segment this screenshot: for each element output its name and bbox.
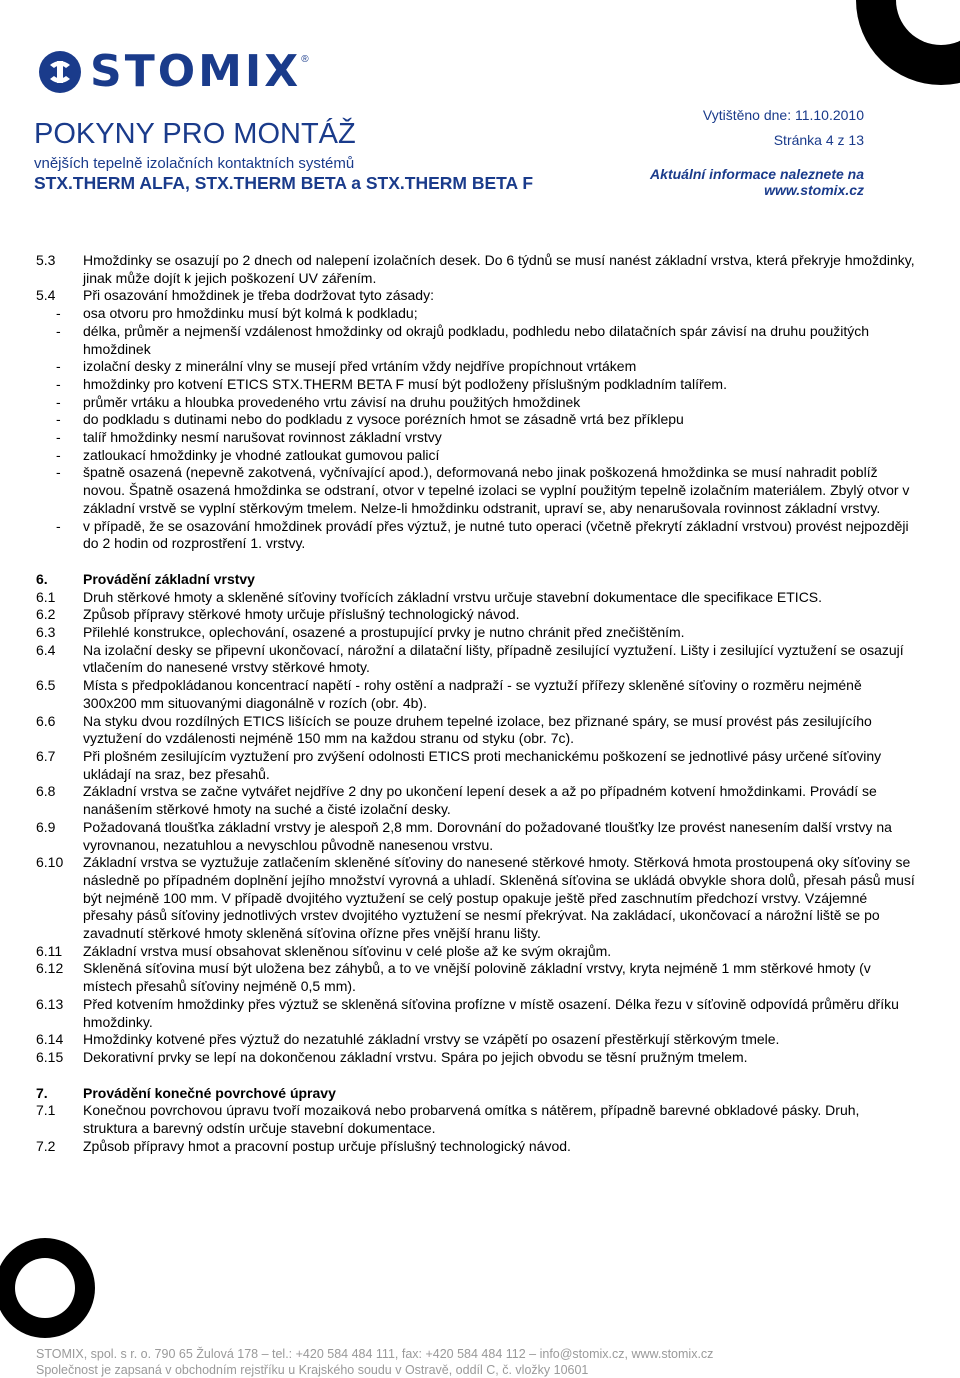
page-footer xyxy=(36,1346,713,1378)
paragraph-number: 5.4 xyxy=(36,287,56,304)
decorative-circle-bottom xyxy=(0,1228,107,1348)
document-body xyxy=(36,252,916,1155)
page-subtitle: vnějších tepelně izolačních kontaktních systémů xyxy=(34,155,355,172)
section-7-items xyxy=(36,1102,916,1155)
list-item: 6.4 Na izolační desky se připevní ukončovací, nárožní a dilatační lišty, případně zesilující vyztužení. Lišty i zesilující vyztužení se osazují vtlačením do nanesené vrstvy stěrkové hmoty. xyxy=(36,641,904,676)
list-item: 6.3 Přilehlé konstrukce, oplechování, osazené a prostupující prvky je nutno chránit před znečištěním. xyxy=(36,624,685,641)
print-date: Vytištěno dne: 11.10.2010 xyxy=(702,107,864,123)
list-item: 6.1 Druh stěrkové hmoty a skleněné síťoviny tvořících základní vrstvu určuje stavební dokumentace dle specifikace ETICS. xyxy=(36,588,823,605)
list-item: - do podkladu s dutinami nebo do podkladu z vysoce porézních hmot se zásadně vrtá bez příklepu xyxy=(56,411,684,428)
list-item: - délka, průměr a nejmenší vzdálenost hmoždinky od okrajů podkladu, podhledu nebo dilatačních spár závisí na druhu použitých hmoždinek xyxy=(56,322,870,357)
section-6-heading xyxy=(36,571,916,589)
list-item: - špatně osazená (nepevně zakotvená, vyčnívající apod.), deformovaná nebo jinak poškozená hmoždinka se musí nahradit poblíž novou. Špatně osazená hmoždinka se odstraní, otvor v tepelné izolaci se vyplní použitým tepelně izolačním materiálem. Zbylý otvor v základní vrstvě se vyplní stěrkovým tmelem. Nelze-li hmoždinku odstranit, upraví se, aby nenarušovala rovinnost základní vrstvy. xyxy=(56,464,910,516)
list-item: 6.2 Způsob přípravy stěrkové hmoty určuje příslušný technologický návod. xyxy=(36,606,520,623)
section-6-items xyxy=(36,589,916,1067)
list-item: 7.2 Způsob přípravy hmot a pracovní postup určuje příslušný technologický návod. xyxy=(36,1137,571,1154)
list-item: - osa otvoru pro hmoždinku musí být kolmá k podkladu; xyxy=(56,305,418,322)
info-note: Aktuální informace naleznete na xyxy=(650,166,864,182)
list-item: - v případě, že se osazování hmoždinek provádí přes výztuž, je nutné tuto operaci (včetně překrytí základní vrstvou) provést nejpozději do 2 hodin od rozprostření 1. vrstvy. xyxy=(56,517,909,552)
section-7-heading xyxy=(36,1085,916,1103)
list-item: - průměr vrtáku a hloubka provedeného vrtu závisí na druhu použitých hmoždinek xyxy=(56,393,581,410)
list-item: - izolační desky z minerální vlny se musejí před vrtáním vždy nejdříve propíchnout vrtákem xyxy=(56,358,637,375)
paragraph-text: Při osazování hmoždinek je třeba dodržovat tyto zásady: xyxy=(83,287,434,304)
paragraph-number: 5.3 xyxy=(36,252,56,268)
page-number: Stránka 4 z 13 xyxy=(773,132,864,148)
section-number: 7. xyxy=(36,1084,48,1101)
list-item: 6.6 Na styku dvou rozdílných ETICS lišících se pouze druhem tepelné izolace, bez přiznané spáry, se musí provést pás zesilujícího vyztužení do vzdálenosti nejméně 150 mm na každou stranu od styku (obr. 7c). xyxy=(36,712,872,747)
product-names: STX.THERM ALFA, STX.THERM BETA a STX.THERM BETA F xyxy=(34,173,534,193)
paragraph-text: Hmoždinky se osazují po 2 dnech od nalepení izolačních desek. Do 6 týdnů se musí nanést základní vrstva, která překryje hmoždinky, jinak může dojít k jejich poškození UV zářením. xyxy=(83,252,915,286)
section-title: Provádění konečné povrchové úpravy xyxy=(83,1084,336,1101)
list-item: - zatloukací hmoždinky je vhodné zatloukat gumovou palicí xyxy=(56,446,440,463)
paragraph-5-4 xyxy=(36,287,916,305)
list-item: 6.8 Základní vrstva se začne vytvářet nejdříve 2 dny po ukončení lepení desek a až po případném kotvení hmoždinkami. Provádí se nanášením stěrkové hmoty na suché a čisté izolační desky. xyxy=(36,783,877,818)
list-item: 6.5 Místa s předpokládanou koncentrací napětí - rohy ostění a nadpraží - se vyztuží přířezy skleněné síťoviny o rozměru nejméně 300x200 mm situovanými diagonálně v rozích (obr. 4b). xyxy=(36,677,862,711)
list-item: 6.11 Základní vrstva musí obsahovat skleněnou síťovinu v celé ploše až ke svým okrajům. xyxy=(36,942,612,959)
list-item: 6.7 Při plošném zesilujícím vyztužení pro zvýšení odolnosti ETICS proti mechanickému poškození se jednotlivé pásy určené síťoviny ukládají na sraz, bez přesahů. xyxy=(36,747,882,782)
section-title: Provádění základní vrstvy xyxy=(83,570,255,587)
list-item: - hmoždinky pro kotvení ETICS STX.THERM BETA F musí být podloženy příslušným podkladním talířem. xyxy=(56,375,727,392)
bullet-list xyxy=(36,305,916,553)
list-item: 7.1 Konečnou povrchovou úpravu tvoří mozaiková nebo probarvená omítka s nátěrem, případně barevné obkladové pásky. Druh, struktura a barevný odstín určuje stavební dokumentace. xyxy=(36,1102,860,1137)
footer-registration: Společnost je zapsaná v obchodním rejstříku u Krajského soudu v Ostravě, oddíl C, č. vložky 10601 xyxy=(36,1363,589,1377)
list-item: 6.10 Základní vrstva se vyztužuje zatlačením skleněné síťoviny do nanesené stěrkové hmoty. Stěrková hmota prostoupená oky síťoviny se následně po případném doplnění jejího množství vyrovná a uhladí. Skleněná síťovina se ukládá obvykle shora dolů, přesah pásů musí být nejméně 100 mm. V případě dvojitého vyztužení se celý postup opakuje ještě před zaschnutím předchozí vrstvy. Vzájemné přesahy pásů síťoviny jednotlivých vrstev dvojitého vyztužení se nesmí překrývat. Na zakládací, ukončovací a nárožní liště se po zavadnutí stěrkové hmoty skleněná síťovina ořízne přes vnější hranu lišty. xyxy=(36,854,915,942)
stomix-logo-icon xyxy=(36,49,84,95)
footer-contact: STOMIX, spol. s r. o. 790 65 Žulová 178 – tel.: +420 584 484 111, fax: +420 584 484 112 – info@stomix.cz, www.stomix.cz xyxy=(36,1347,714,1361)
website-link[interactable]: www.stomix.cz xyxy=(764,182,864,198)
page-title: POKYNY PRO MONTÁŽ xyxy=(34,118,356,150)
list-item: 6.9 Požadovaná tloušťka základní vrstvy je alespoň 2,8 mm. Dorovnání do požadované tloušťky lze provést nanesením další vrstvy na vyrovnanou, nezatuhlou a nevyschlou původně nanesenou vrstvu. xyxy=(36,818,892,853)
stomix-logo xyxy=(36,48,336,96)
list-item: 6.15 Dekorativní prvky se lepí na dokončenou základní vrstvu. Spára po jejich obvodu se těsní pružným tmelem. xyxy=(36,1048,748,1065)
logo-text: STOMIX xyxy=(90,46,302,97)
decorative-circle-top xyxy=(826,0,960,120)
list-item: 6.13 Před kotvením hmoždinky přes výztuž se skleněná síťovina profízne v místě osazení. Délka řezu v síťovině odpovídá průměru dříku hmoždinky. xyxy=(36,995,899,1030)
list-item: - talíř hmoždinky nesmí narušovat rovinnost základní vrstvy xyxy=(56,429,442,446)
list-item: 6.14 Hmoždinky kotvené přes výztuž do nezatuhlé základní vrstvy se vzápětí po osazení přestěrkují stěrkovým tmele. xyxy=(36,1031,780,1048)
paragraph-5-3 xyxy=(36,252,916,287)
section-number: 6. xyxy=(36,570,48,587)
list-item: 6.12 Skleněná síťovina musí být uložena bez záhybů, a to ve vnější polovině základní vrstvy, kryta nejméně 1 mm stěrkové hmoty (v místech přesahů síťoviny nejméně 0,5 mm). xyxy=(36,960,871,995)
registered-mark: ® xyxy=(301,54,309,65)
